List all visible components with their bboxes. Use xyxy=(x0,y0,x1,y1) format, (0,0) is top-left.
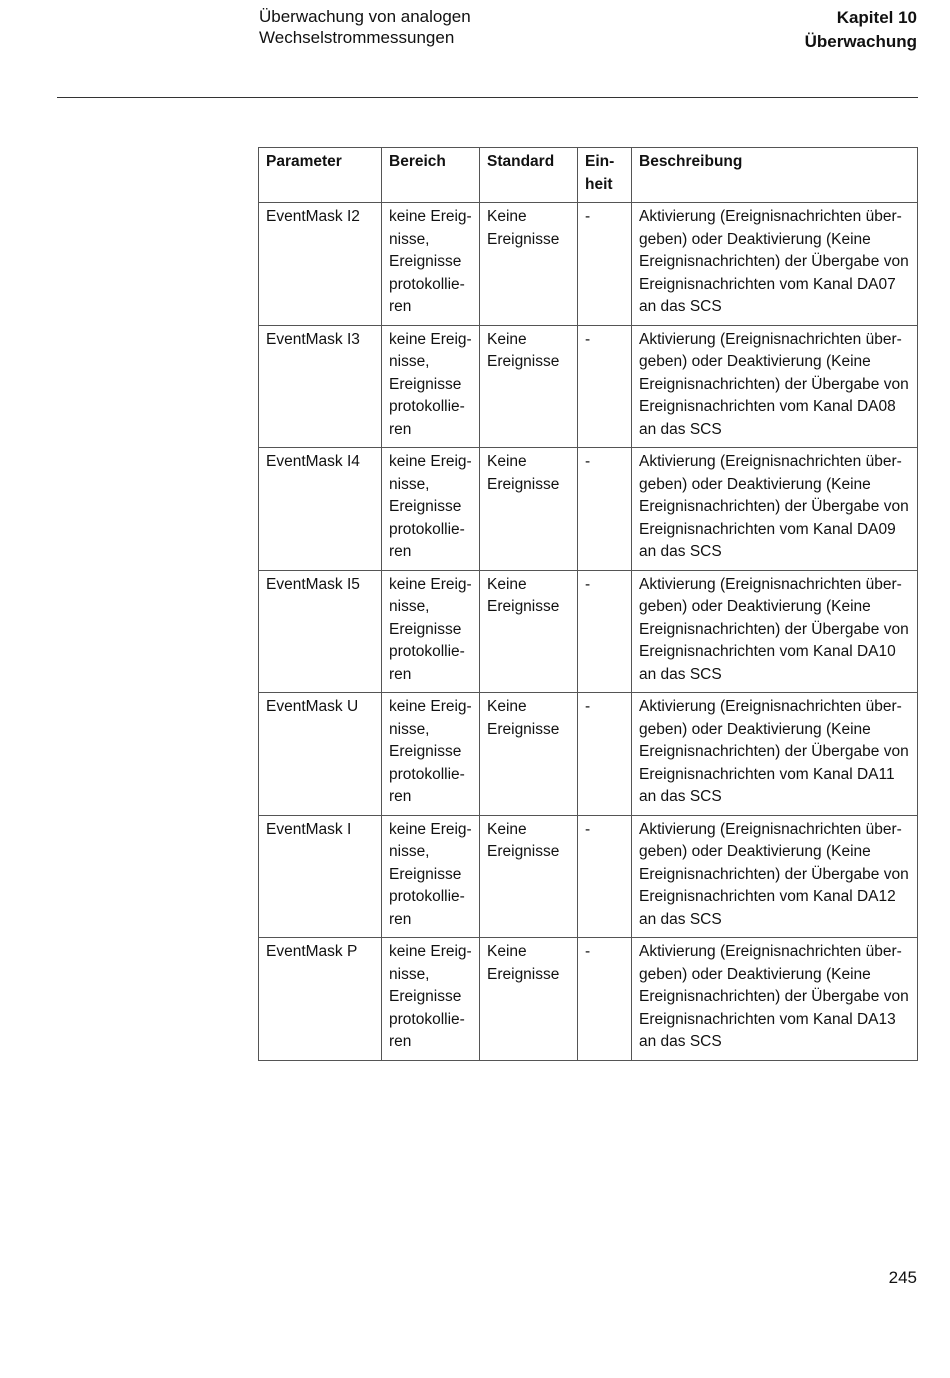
cell-standard-line: Keine xyxy=(487,453,527,470)
cell-beschreibung xyxy=(632,203,918,326)
cell-beschreibung-line: Aktivierung (Ereignisnachrichten über- xyxy=(639,453,902,470)
cell-beschreibung-line: an das SCS xyxy=(639,788,722,805)
table-row xyxy=(259,938,918,1061)
cell-bereich-line: protokollie- xyxy=(389,888,465,905)
cell-bereich-line: protokollie- xyxy=(389,1010,465,1028)
cell-parameter: EventMask I xyxy=(259,815,382,938)
cell-standard-line: Ereignisse xyxy=(487,843,560,860)
cell-bereich-line: ren xyxy=(389,420,412,438)
cell-bereich-line: ren xyxy=(389,665,412,683)
cell-bereich-line: keine Ereig- xyxy=(389,698,472,715)
cell-bereich xyxy=(382,938,480,1061)
table-row xyxy=(259,203,918,326)
cell-einheit: - xyxy=(578,203,632,326)
cell-standard-line: Ereignisse xyxy=(487,965,560,983)
cell-bereich-line: Ereignisse xyxy=(389,375,462,393)
cell-bereich-line: keine Ereig- xyxy=(389,575,472,593)
cell-bereich-line: ren xyxy=(389,298,412,315)
cell-beschreibung-line: an das SCS xyxy=(639,543,722,560)
column-header-beschreibung: Beschreibung xyxy=(632,148,918,203)
cell-bereich-line: ren xyxy=(389,543,412,560)
cell-bereich xyxy=(382,325,480,448)
cell-standard-line: Keine xyxy=(487,820,527,838)
cell-beschreibung-line: Ereignisnachrichten vom Kanal DA12 xyxy=(639,888,896,905)
cell-beschreibung-line: Ereignisnachrichten vom Kanal DA10 xyxy=(639,643,896,660)
cell-beschreibung-line: Aktivierung (Ereignisnachrichten über- xyxy=(639,330,902,348)
cell-bereich-line: Ereignisse xyxy=(389,988,462,1005)
cell-beschreibung-line: an das SCS xyxy=(639,298,722,315)
cell-einheit: - xyxy=(578,325,632,448)
column-header-bereich: Bereich xyxy=(382,148,480,203)
table-row xyxy=(259,815,918,938)
cell-beschreibung-line: geben) oder Deaktivierung (Keine xyxy=(639,230,871,248)
cell-bereich-line: Ereignisse xyxy=(389,865,462,883)
cell-standard-line: Ereignisse xyxy=(487,353,560,370)
cell-beschreibung xyxy=(632,570,918,693)
cell-einheit: - xyxy=(578,815,632,938)
cell-einheit: - xyxy=(578,938,632,1061)
cell-bereich xyxy=(382,693,480,816)
cell-beschreibung-line: Aktivierung (Ereignisnachrichten über- xyxy=(639,943,902,960)
table-header-row xyxy=(259,148,918,203)
cell-beschreibung-line: Ereignisnachrichten) der Übergabe von xyxy=(639,743,909,760)
cell-beschreibung-line: an das SCS xyxy=(639,420,722,438)
column-header-einheit xyxy=(578,148,632,203)
cell-standard xyxy=(480,325,578,448)
cell-beschreibung-line: geben) oder Deaktivierung (Keine xyxy=(639,720,871,738)
cell-beschreibung xyxy=(632,938,918,1061)
cell-beschreibung-line: Ereignisnachrichten vom Kanal DA07 xyxy=(639,275,896,293)
cell-bereich-line: protokollie- xyxy=(389,643,465,660)
cell-parameter: EventMask I3 xyxy=(259,325,382,448)
cell-bereich-line: ren xyxy=(389,910,412,928)
cell-bereich-line: nisse, xyxy=(389,598,430,615)
cell-beschreibung-line: Ereignisnachrichten vom Kanal DA11 xyxy=(639,765,895,783)
cell-bereich-line: nisse, xyxy=(389,720,430,738)
cell-standard-line: Keine xyxy=(487,330,527,348)
header-section-title-line1: Überwachung von analogen xyxy=(259,7,471,26)
table-row xyxy=(259,325,918,448)
cell-standard-line: Ereignisse xyxy=(487,598,560,615)
cell-standard-line: Ereignisse xyxy=(487,230,560,248)
cell-beschreibung-line: Aktivierung (Ereignisnachrichten über- xyxy=(639,208,902,225)
cell-bereich-line: nisse, xyxy=(389,230,430,248)
running-header-left xyxy=(259,6,471,48)
table-row xyxy=(259,693,918,816)
cell-bereich-line: Ereignisse xyxy=(389,620,462,638)
table-row xyxy=(259,570,918,693)
cell-standard-line: Keine xyxy=(487,698,527,715)
cell-standard xyxy=(480,938,578,1061)
cell-beschreibung-line: Ereignisnachrichten) der Übergabe von xyxy=(639,620,909,638)
cell-parameter: EventMask U xyxy=(259,693,382,816)
header-chapter-number: Kapitel 10 xyxy=(836,8,917,27)
cell-beschreibung-line: Ereignisnachrichten) der Übergabe von xyxy=(639,253,909,270)
cell-bereich-line: ren xyxy=(389,1033,412,1050)
cell-beschreibung-line: geben) oder Deaktivierung (Keine xyxy=(639,965,871,983)
cell-beschreibung-line: Ereignisnachrichten) der Übergabe von xyxy=(639,498,909,515)
cell-standard xyxy=(480,693,578,816)
cell-bereich-line: Ereignisse xyxy=(389,498,462,515)
cell-beschreibung-line: geben) oder Deaktivierung (Keine xyxy=(639,353,871,370)
cell-beschreibung xyxy=(632,815,918,938)
cell-beschreibung xyxy=(632,448,918,571)
cell-beschreibung-line: geben) oder Deaktivierung (Keine xyxy=(639,598,871,615)
cell-bereich-line: Ereignisse xyxy=(389,253,462,270)
cell-bereich-line: Ereignisse xyxy=(389,743,462,760)
table-row xyxy=(259,448,918,571)
column-header-einheit-line2: heit xyxy=(585,175,613,193)
cell-standard xyxy=(480,570,578,693)
cell-bereich xyxy=(382,815,480,938)
cell-standard xyxy=(480,815,578,938)
cell-standard xyxy=(480,448,578,571)
cell-bereich xyxy=(382,448,480,571)
cell-parameter: EventMask I2 xyxy=(259,203,382,326)
cell-beschreibung-line: Aktivierung (Ereignisnachrichten über- xyxy=(639,820,902,838)
cell-beschreibung-line: Aktivierung (Ereignisnachrichten über- xyxy=(639,698,902,715)
cell-bereich-line: nisse, xyxy=(389,353,430,370)
parameter-table xyxy=(258,147,918,1061)
cell-parameter: EventMask I4 xyxy=(259,448,382,571)
cell-einheit: - xyxy=(578,570,632,693)
cell-bereich-line: protokollie- xyxy=(389,765,465,783)
cell-standard-line: Keine xyxy=(487,575,527,593)
cell-bereich-line: nisse, xyxy=(389,843,430,860)
cell-einheit: - xyxy=(578,448,632,571)
cell-beschreibung-line: an das SCS xyxy=(639,1033,722,1050)
cell-standard xyxy=(480,203,578,326)
cell-beschreibung-line: geben) oder Deaktivierung (Keine xyxy=(639,843,871,860)
cell-beschreibung-line: Ereignisnachrichten vom Kanal DA09 xyxy=(639,520,896,538)
column-header-einheit-line1: Ein- xyxy=(585,153,615,170)
cell-bereich-line: protokollie- xyxy=(389,275,465,293)
cell-beschreibung-line: Ereignisnachrichten) der Übergabe von xyxy=(639,865,909,883)
cell-parameter: EventMask P xyxy=(259,938,382,1061)
cell-beschreibung-line: Aktivierung (Ereignisnachrichten über- xyxy=(639,575,902,593)
cell-bereich-line: protokollie- xyxy=(389,398,465,415)
column-header-standard: Standard xyxy=(480,148,578,203)
cell-beschreibung-line: geben) oder Deaktivierung (Keine xyxy=(639,475,871,493)
cell-bereich-line: keine Ereig- xyxy=(389,820,472,838)
cell-bereich-line: protokollie- xyxy=(389,520,465,538)
cell-beschreibung-line: Ereignisnachrichten vom Kanal DA08 xyxy=(639,398,896,415)
cell-einheit: - xyxy=(578,693,632,816)
cell-beschreibung-line: Ereignisnachrichten) der Übergabe von xyxy=(639,988,909,1005)
cell-bereich-line: keine Ereig- xyxy=(389,330,472,348)
cell-beschreibung-line: Ereignisnachrichten) der Übergabe von xyxy=(639,375,909,393)
cell-standard-line: Keine xyxy=(487,943,527,960)
cell-standard-line: Ereignisse xyxy=(487,720,560,738)
page-number: 245 xyxy=(888,1268,917,1287)
cell-bereich-line: keine Ereig- xyxy=(389,453,472,470)
cell-beschreibung xyxy=(632,693,918,816)
cell-beschreibung-line: an das SCS xyxy=(639,910,722,928)
cell-standard-line: Keine xyxy=(487,208,527,225)
cell-bereich-line: ren xyxy=(389,788,412,805)
running-header-right xyxy=(805,6,917,54)
header-section-title-line2: Wechselstrommessungen xyxy=(259,28,455,47)
cell-beschreibung-line: Ereignisnachrichten vom Kanal DA13 xyxy=(639,1010,896,1028)
cell-bereich-line: nisse, xyxy=(389,475,430,493)
cell-bereich xyxy=(382,203,480,326)
header-chapter-title: Überwachung xyxy=(804,32,917,51)
cell-beschreibung xyxy=(632,325,918,448)
column-header-parameter: Parameter xyxy=(259,148,382,203)
cell-beschreibung-line: an das SCS xyxy=(639,665,722,683)
cell-bereich-line: nisse, xyxy=(389,965,430,983)
header-divider xyxy=(57,97,918,98)
cell-standard-line: Ereignisse xyxy=(487,475,560,493)
cell-bereich xyxy=(382,570,480,693)
cell-bereich-line: keine Ereig- xyxy=(389,208,472,225)
cell-bereich-line: keine Ereig- xyxy=(389,943,472,960)
cell-parameter: EventMask I5 xyxy=(259,570,382,693)
